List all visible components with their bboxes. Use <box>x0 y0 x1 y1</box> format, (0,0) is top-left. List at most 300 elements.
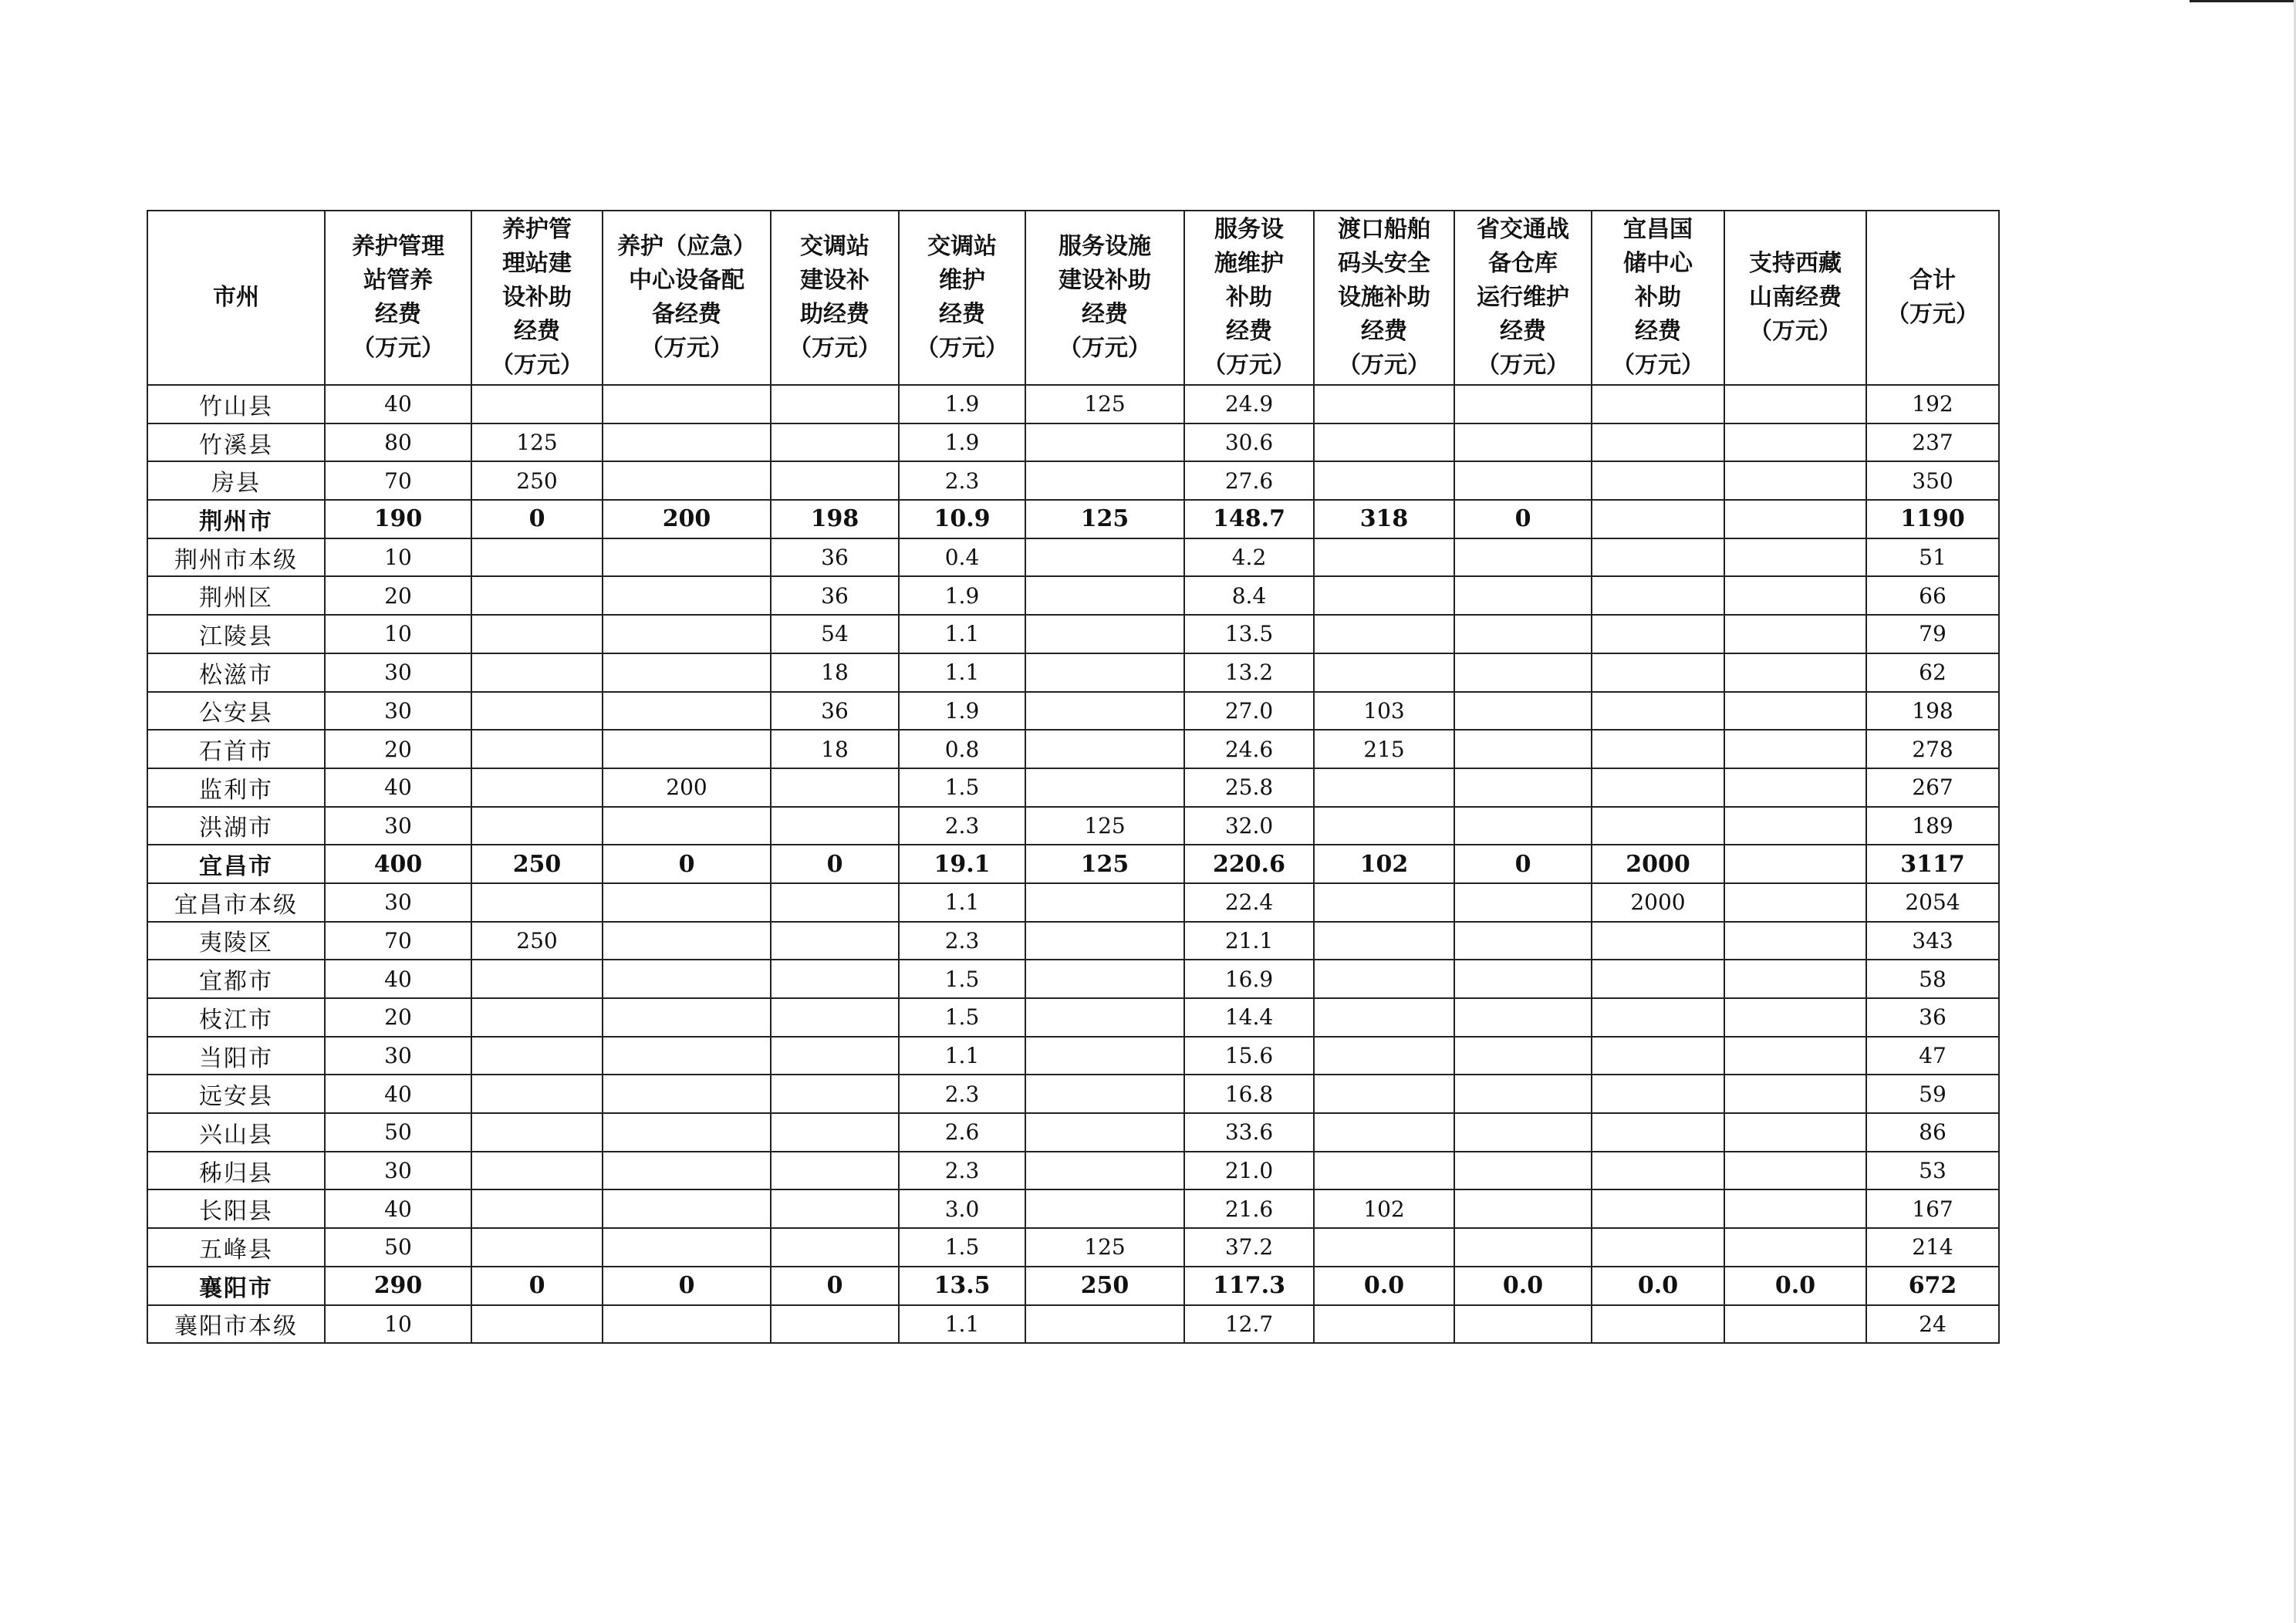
table-row <box>147 1305 1999 1344</box>
value-cell <box>1592 692 1724 731</box>
value-cell <box>1025 615 1184 653</box>
value-cell <box>471 883 603 922</box>
table-row <box>147 1152 1999 1190</box>
value-cell: 2054 <box>1866 883 1999 922</box>
value-cell <box>1454 1228 1592 1267</box>
value-cell <box>1314 768 1454 807</box>
table-row <box>147 1075 1999 1113</box>
value-cell: 10 <box>325 615 471 653</box>
column-header: 支持西藏 山南经费 （万元） <box>1724 211 1866 385</box>
value-cell: 8.4 <box>1184 576 1314 615</box>
value-cell: 22.4 <box>1184 883 1314 922</box>
value-cell <box>1592 615 1724 653</box>
value-cell <box>1724 1305 1866 1344</box>
table-row <box>147 922 1999 960</box>
table-row <box>147 807 1999 845</box>
value-cell: 250 <box>471 845 603 883</box>
table-row <box>147 998 1999 1037</box>
header-row <box>147 211 1999 385</box>
value-cell <box>1454 615 1592 653</box>
value-cell <box>1724 1075 1866 1113</box>
value-cell <box>1592 1305 1724 1344</box>
value-cell: 13.2 <box>1184 653 1314 692</box>
value-cell <box>1025 653 1184 692</box>
value-cell: 1.1 <box>899 1305 1025 1344</box>
value-cell <box>471 1152 603 1190</box>
value-cell: 30 <box>325 653 471 692</box>
value-cell <box>1592 768 1724 807</box>
value-cell: 53 <box>1866 1152 1999 1190</box>
value-cell: 0.0 <box>1592 1267 1724 1305</box>
value-cell <box>471 1228 603 1267</box>
value-cell <box>771 1113 899 1152</box>
value-cell <box>1025 960 1184 998</box>
value-cell: 80 <box>325 423 471 462</box>
value-cell <box>1454 385 1592 423</box>
value-cell: 14.4 <box>1184 998 1314 1037</box>
region-name-cell: 荆州市 <box>147 500 325 538</box>
region-name-cell: 当阳市 <box>147 1037 325 1075</box>
value-cell: 189 <box>1866 807 1999 845</box>
value-cell <box>1314 1037 1454 1075</box>
value-cell: 0.8 <box>899 730 1025 768</box>
value-cell: 125 <box>1025 807 1184 845</box>
table-row <box>147 960 1999 998</box>
value-cell: 0.4 <box>899 538 1025 577</box>
value-cell: 12.7 <box>1184 1305 1314 1344</box>
value-cell <box>1592 1228 1724 1267</box>
value-cell <box>1592 922 1724 960</box>
value-cell <box>771 960 899 998</box>
column-header: 市州 <box>147 211 325 385</box>
value-cell: 1190 <box>1866 500 1999 538</box>
value-cell <box>1025 1152 1184 1190</box>
value-cell: 0.0 <box>1724 1267 1866 1305</box>
value-cell <box>1454 730 1592 768</box>
column-header: 服务设施 建设补助 经费 （万元） <box>1025 211 1184 385</box>
value-cell: 40 <box>325 385 471 423</box>
value-cell: 10.9 <box>899 500 1025 538</box>
value-cell <box>1724 807 1866 845</box>
value-cell <box>1592 500 1724 538</box>
value-cell <box>1724 500 1866 538</box>
value-cell <box>471 385 603 423</box>
region-name-cell: 襄阳市本级 <box>147 1305 325 1344</box>
value-cell <box>603 730 771 768</box>
value-cell <box>1025 692 1184 731</box>
value-cell <box>771 1228 899 1267</box>
value-cell: 1.5 <box>899 998 1025 1037</box>
value-cell <box>603 615 771 653</box>
column-header: 合计 （万元） <box>1866 211 1999 385</box>
region-name-cell: 监利市 <box>147 768 325 807</box>
value-cell <box>471 1189 603 1228</box>
value-cell: 30 <box>325 883 471 922</box>
table-row <box>147 1189 1999 1228</box>
value-cell <box>1592 960 1724 998</box>
value-cell <box>1724 653 1866 692</box>
value-cell: 30 <box>325 807 471 845</box>
value-cell <box>1724 922 1866 960</box>
value-cell <box>1314 385 1454 423</box>
value-cell <box>1592 576 1724 615</box>
value-cell <box>603 998 771 1037</box>
table-row <box>147 385 1999 423</box>
value-cell: 40 <box>325 1189 471 1228</box>
value-cell <box>603 576 771 615</box>
value-cell <box>1592 385 1724 423</box>
value-cell: 20 <box>325 730 471 768</box>
value-cell <box>471 998 603 1037</box>
value-cell <box>1592 423 1724 462</box>
value-cell: 2.6 <box>899 1113 1025 1152</box>
value-cell <box>1592 1152 1724 1190</box>
table-body <box>147 385 1999 1343</box>
value-cell <box>603 385 771 423</box>
region-name-cell: 竹山县 <box>147 385 325 423</box>
value-cell: 2.3 <box>899 1152 1025 1190</box>
value-cell: 36 <box>1866 998 1999 1037</box>
budget-table <box>147 210 2000 1344</box>
value-cell <box>471 692 603 731</box>
value-cell: 1.5 <box>899 1228 1025 1267</box>
value-cell: 1.1 <box>899 883 1025 922</box>
value-cell: 278 <box>1866 730 1999 768</box>
value-cell: 1.9 <box>899 576 1025 615</box>
value-cell <box>1454 538 1592 577</box>
value-cell <box>1454 1152 1592 1190</box>
value-cell <box>1724 960 1866 998</box>
value-cell <box>1025 1037 1184 1075</box>
value-cell <box>771 1152 899 1190</box>
value-cell <box>1025 1075 1184 1113</box>
region-name-cell: 江陵县 <box>147 615 325 653</box>
value-cell: 21.6 <box>1184 1189 1314 1228</box>
value-cell: 102 <box>1314 845 1454 883</box>
column-header: 宜昌国 储中心 补助 经费 （万元） <box>1592 211 1724 385</box>
value-cell: 58 <box>1866 960 1999 998</box>
value-cell <box>1592 653 1724 692</box>
value-cell: 102 <box>1314 1189 1454 1228</box>
value-cell: 220.6 <box>1184 845 1314 883</box>
value-cell <box>1724 1189 1866 1228</box>
value-cell: 250 <box>471 461 603 500</box>
value-cell <box>1314 461 1454 500</box>
value-cell: 1.5 <box>899 768 1025 807</box>
value-cell <box>1454 768 1592 807</box>
value-cell: 54 <box>771 615 899 653</box>
value-cell: 16.9 <box>1184 960 1314 998</box>
value-cell: 30 <box>325 1037 471 1075</box>
value-cell <box>1592 461 1724 500</box>
column-header: 养护管 理站建 设补助 经费 （万元） <box>471 211 603 385</box>
value-cell <box>1592 1037 1724 1075</box>
value-cell: 40 <box>325 1075 471 1113</box>
region-name-cell: 长阳县 <box>147 1189 325 1228</box>
value-cell <box>1454 653 1592 692</box>
value-cell: 0 <box>603 1267 771 1305</box>
value-cell: 167 <box>1866 1189 1999 1228</box>
value-cell <box>603 1228 771 1267</box>
value-cell: 400 <box>325 845 471 883</box>
value-cell: 27.6 <box>1184 461 1314 500</box>
value-cell: 117.3 <box>1184 1267 1314 1305</box>
value-cell: 24 <box>1866 1305 1999 1344</box>
table-row <box>147 883 1999 922</box>
value-cell <box>603 960 771 998</box>
value-cell <box>1724 998 1866 1037</box>
column-header: 交调站 建设补 助经费 （万元） <box>771 211 899 385</box>
region-name-cell: 松滋市 <box>147 653 325 692</box>
value-cell: 40 <box>325 768 471 807</box>
value-cell: 1.9 <box>899 423 1025 462</box>
value-cell: 125 <box>1025 845 1184 883</box>
region-name-cell: 房县 <box>147 461 325 500</box>
value-cell: 1.5 <box>899 960 1025 998</box>
region-name-cell: 公安县 <box>147 692 325 731</box>
table-row <box>147 538 1999 577</box>
value-cell: 20 <box>325 998 471 1037</box>
value-cell: 62 <box>1866 653 1999 692</box>
value-cell <box>603 1305 771 1344</box>
value-cell <box>1314 1305 1454 1344</box>
value-cell <box>603 653 771 692</box>
value-cell: 70 <box>325 922 471 960</box>
table-row <box>147 576 1999 615</box>
value-cell <box>771 1037 899 1075</box>
region-name-cell: 五峰县 <box>147 1228 325 1267</box>
value-cell <box>603 538 771 577</box>
value-cell: 3117 <box>1866 845 1999 883</box>
region-name-cell: 夷陵区 <box>147 922 325 960</box>
value-cell <box>1454 423 1592 462</box>
table-row <box>147 692 1999 731</box>
value-cell <box>1314 538 1454 577</box>
column-header: 交调站 维护 经费 （万元） <box>899 211 1025 385</box>
region-name-cell: 荆州市本级 <box>147 538 325 577</box>
column-header: 养护管理 站管养 经费 （万元） <box>325 211 471 385</box>
value-cell: 50 <box>325 1228 471 1267</box>
value-cell: 13.5 <box>1184 615 1314 653</box>
region-name-cell: 宜都市 <box>147 960 325 998</box>
value-cell <box>771 1305 899 1344</box>
value-cell: 125 <box>1025 385 1184 423</box>
value-cell: 1.9 <box>899 385 1025 423</box>
value-cell: 672 <box>1866 1267 1999 1305</box>
value-cell <box>1454 576 1592 615</box>
value-cell: 2.3 <box>899 461 1025 500</box>
value-cell: 21.1 <box>1184 922 1314 960</box>
value-cell <box>603 461 771 500</box>
value-cell <box>1592 1189 1724 1228</box>
value-cell <box>1454 807 1592 845</box>
value-cell: 148.7 <box>1184 500 1314 538</box>
value-cell <box>1025 1305 1184 1344</box>
value-cell <box>1314 1152 1454 1190</box>
table-row <box>147 461 1999 500</box>
value-cell <box>1454 1189 1592 1228</box>
value-cell: 30 <box>325 1152 471 1190</box>
value-cell <box>471 768 603 807</box>
value-cell <box>1724 1113 1866 1152</box>
value-cell <box>1454 1075 1592 1113</box>
value-cell: 0.0 <box>1454 1267 1592 1305</box>
column-header: 省交通战 备仓库 运行维护 经费 （万元） <box>1454 211 1592 385</box>
value-cell <box>1592 538 1724 577</box>
value-cell: 2.3 <box>899 807 1025 845</box>
value-cell <box>771 883 899 922</box>
value-cell <box>1025 423 1184 462</box>
value-cell: 250 <box>471 922 603 960</box>
value-cell <box>1314 1113 1454 1152</box>
value-cell <box>471 807 603 845</box>
value-cell: 66 <box>1866 576 1999 615</box>
value-cell: 24.9 <box>1184 385 1314 423</box>
value-cell <box>1025 576 1184 615</box>
region-name-cell: 秭归县 <box>147 1152 325 1190</box>
value-cell <box>471 653 603 692</box>
column-header: 渡口船舶 码头安全 设施补助 经费 （万元） <box>1314 211 1454 385</box>
value-cell: 0 <box>471 1267 603 1305</box>
value-cell <box>1454 461 1592 500</box>
value-cell <box>1025 998 1184 1037</box>
value-cell <box>1724 461 1866 500</box>
value-cell <box>1314 998 1454 1037</box>
value-cell <box>471 960 603 998</box>
value-cell <box>1592 998 1724 1037</box>
value-cell: 200 <box>603 768 771 807</box>
value-cell <box>1025 730 1184 768</box>
value-cell: 1.1 <box>899 1037 1025 1075</box>
top-right-rule <box>2190 0 2296 2</box>
value-cell <box>1724 423 1866 462</box>
value-cell: 47 <box>1866 1037 1999 1075</box>
value-cell: 250 <box>1025 1267 1184 1305</box>
region-name-cell: 石首市 <box>147 730 325 768</box>
value-cell: 15.6 <box>1184 1037 1314 1075</box>
value-cell <box>603 1075 771 1113</box>
value-cell <box>471 615 603 653</box>
value-cell: 125 <box>471 423 603 462</box>
value-cell <box>1454 692 1592 731</box>
table-row <box>147 423 1999 462</box>
value-cell: 125 <box>1025 500 1184 538</box>
value-cell <box>1314 1075 1454 1113</box>
region-name-cell: 宜昌市 <box>147 845 325 883</box>
value-cell <box>603 883 771 922</box>
value-cell: 36 <box>771 576 899 615</box>
value-cell <box>1025 768 1184 807</box>
value-cell <box>603 1189 771 1228</box>
value-cell: 290 <box>325 1267 471 1305</box>
region-name-cell: 远安县 <box>147 1075 325 1113</box>
value-cell <box>1314 807 1454 845</box>
value-cell <box>471 1113 603 1152</box>
value-cell: 27.0 <box>1184 692 1314 731</box>
value-cell <box>771 461 899 500</box>
value-cell <box>1724 576 1866 615</box>
value-cell: 37.2 <box>1184 1228 1314 1267</box>
value-cell <box>1724 692 1866 731</box>
region-name-cell: 襄阳市 <box>147 1267 325 1305</box>
value-cell <box>1724 768 1866 807</box>
value-cell: 0 <box>603 845 771 883</box>
value-cell: 13.5 <box>899 1267 1025 1305</box>
value-cell: 10 <box>325 538 471 577</box>
value-cell <box>1314 423 1454 462</box>
value-cell: 10 <box>325 1305 471 1344</box>
value-cell: 1.1 <box>899 615 1025 653</box>
value-cell: 20 <box>325 576 471 615</box>
value-cell <box>1314 922 1454 960</box>
value-cell <box>1454 960 1592 998</box>
value-cell: 215 <box>1314 730 1454 768</box>
value-cell <box>771 922 899 960</box>
value-cell: 2.3 <box>899 1075 1025 1113</box>
value-cell: 50 <box>325 1113 471 1152</box>
value-cell: 32.0 <box>1184 807 1314 845</box>
value-cell: 103 <box>1314 692 1454 731</box>
column-header: 服务设 施维护 补助 经费 （万元） <box>1184 211 1314 385</box>
value-cell <box>1724 538 1866 577</box>
value-cell <box>471 538 603 577</box>
value-cell: 0 <box>471 500 603 538</box>
value-cell: 2.3 <box>899 922 1025 960</box>
value-cell <box>1314 576 1454 615</box>
value-cell <box>771 807 899 845</box>
value-cell: 200 <box>603 500 771 538</box>
value-cell <box>1592 1113 1724 1152</box>
value-cell: 51 <box>1866 538 1999 577</box>
table-row <box>147 1113 1999 1152</box>
value-cell: 30 <box>325 692 471 731</box>
value-cell: 267 <box>1866 768 1999 807</box>
value-cell <box>603 692 771 731</box>
value-cell <box>1314 1228 1454 1267</box>
value-cell <box>1454 922 1592 960</box>
value-cell <box>603 922 771 960</box>
subtotal-row <box>147 500 1999 538</box>
table-row <box>147 1228 1999 1267</box>
value-cell: 79 <box>1866 615 1999 653</box>
table-row <box>147 730 1999 768</box>
value-cell: 1.9 <box>899 692 1025 731</box>
value-cell <box>1025 538 1184 577</box>
value-cell <box>771 423 899 462</box>
region-name-cell: 荆州区 <box>147 576 325 615</box>
value-cell <box>1314 615 1454 653</box>
value-cell: 343 <box>1866 922 1999 960</box>
value-cell: 198 <box>771 500 899 538</box>
value-cell <box>1592 1075 1724 1113</box>
region-name-cell: 兴山县 <box>147 1113 325 1152</box>
value-cell: 70 <box>325 461 471 500</box>
value-cell <box>1454 1037 1592 1075</box>
value-cell: 318 <box>1314 500 1454 538</box>
value-cell: 18 <box>771 653 899 692</box>
value-cell <box>1724 1228 1866 1267</box>
value-cell: 0 <box>771 845 899 883</box>
value-cell: 1.1 <box>899 653 1025 692</box>
value-cell: 40 <box>325 960 471 998</box>
value-cell <box>471 1305 603 1344</box>
value-cell <box>603 423 771 462</box>
value-cell: 33.6 <box>1184 1113 1314 1152</box>
value-cell <box>1314 653 1454 692</box>
value-cell <box>1724 883 1866 922</box>
value-cell: 0 <box>771 1267 899 1305</box>
value-cell: 0 <box>1454 845 1592 883</box>
